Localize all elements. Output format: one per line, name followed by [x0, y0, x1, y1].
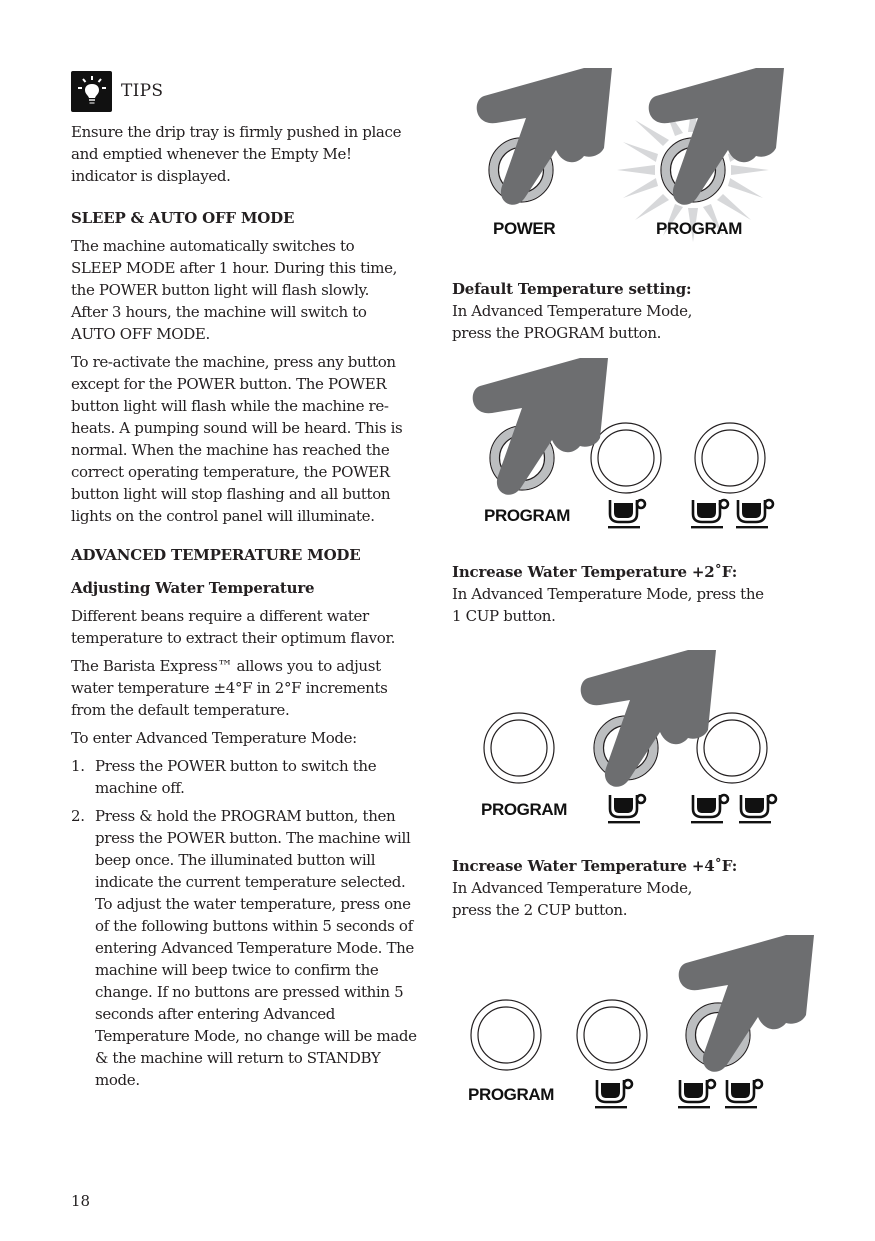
one-cup-icon	[595, 1080, 632, 1108]
page-number: 18	[71, 1192, 91, 1210]
program-button	[471, 1000, 541, 1070]
step-item	[71, 755, 395, 799]
plus4-heading: Increase Water Temperature +4˚F:	[452, 857, 738, 875]
plus4-line-1: In Advanced Temperature Mode,	[452, 879, 693, 897]
sleep-heading: SLEEP & AUTO OFF MODE	[71, 209, 295, 227]
step-number: 2.	[71, 807, 85, 825]
one-cup-button	[591, 423, 661, 493]
power-label: POWER	[493, 219, 556, 238]
tips-title: TIPS	[121, 81, 164, 101]
tips-text: Ensure the drip tray is firmly pushed in place and emptied whenever the Empty Me! indicator is displayed.	[71, 123, 402, 185]
plus2-line-1: In Advanced Temperature Mode, press the	[452, 585, 764, 603]
step-number: 1.	[71, 757, 85, 775]
one-cup-icon	[608, 795, 645, 823]
default-setting-heading: Default Temperature setting:	[452, 280, 692, 298]
program-label: PROGRAM	[481, 800, 567, 819]
plus4-illustration	[456, 935, 796, 1115]
step-text: Press & hold the PROGRAM button, then press the POWER button. The machine will beep once. The illuminated button will indicate the current temperature selected. To adjust the water temperature, press one of the following buttons within 5 seconds of entering Advanced Temperature Mode. The machine will beep twice to confirm the change. If no buttons are pressed within 5 seconds after entering Advanced Temperature Mode, no change will be made & the machine will return to STANDBY mode.	[95, 807, 417, 1089]
two-cup-icon	[678, 1080, 762, 1108]
two-cup-icon	[691, 500, 773, 528]
advanced-para-1: Different beans require a different water temperature to extract their optimum flavor.	[71, 607, 396, 647]
two-cup-button	[695, 423, 765, 493]
lightbulb-icon	[71, 71, 112, 112]
default-setting-section	[452, 278, 802, 344]
sleep-para-1: The machine automatically switches to SLEEP MODE after 1 hour. During this time, the POWER button light will flash slowly. After 3 hours, the machine will switch to AUTO OFF MODE.	[71, 237, 398, 343]
enter-mode-illustration	[460, 68, 800, 248]
program-label: PROGRAM	[656, 219, 742, 238]
advanced-para-2: The Barista Express™ allows you to adjust water temperature ±4°F in 2°F increments from the default temperature.	[71, 657, 388, 719]
advanced-subheading: Adjusting Water Temperature	[71, 579, 315, 597]
program-label: PROGRAM	[468, 1085, 554, 1104]
one-cup-icon	[608, 500, 645, 528]
step-item	[71, 805, 425, 1091]
two-cup-icon	[691, 795, 776, 823]
plus4-line-2: press the 2 CUP button.	[452, 901, 628, 919]
plus2-line-2: 1 CUP button.	[452, 607, 556, 625]
default-setting-line-2: press the PROGRAM button.	[452, 324, 662, 342]
advanced-para-3: To enter Advanced Temperature Mode:	[71, 729, 357, 747]
program-label: PROGRAM	[484, 506, 570, 525]
tips-header	[71, 70, 421, 112]
default-temp-illustration	[470, 358, 800, 538]
sleep-para-2: To re-activate the machine, press any button except for the POWER button. The POWER button light will flash while the machine re-heats. A pumping sound will be heard. This is normal. When the machine has reached the correct operating temperature, the POWER button light will stop flashing and all button lights on the control panel will illuminate.	[71, 353, 403, 525]
one-cup-button	[577, 1000, 647, 1070]
steps-list	[71, 755, 421, 1091]
program-button	[484, 713, 554, 783]
advanced-heading: ADVANCED TEMPERATURE MODE	[71, 546, 361, 564]
left-column	[71, 70, 421, 1091]
default-setting-line-1: In Advanced Temperature Mode,	[452, 302, 693, 320]
step-text: Press the POWER button to switch the machine off.	[95, 757, 377, 797]
plus2-heading: Increase Water Temperature +2˚F:	[452, 563, 738, 581]
plus2-section	[452, 561, 802, 627]
plus4-section	[452, 855, 802, 921]
plus2-illustration	[466, 650, 796, 830]
